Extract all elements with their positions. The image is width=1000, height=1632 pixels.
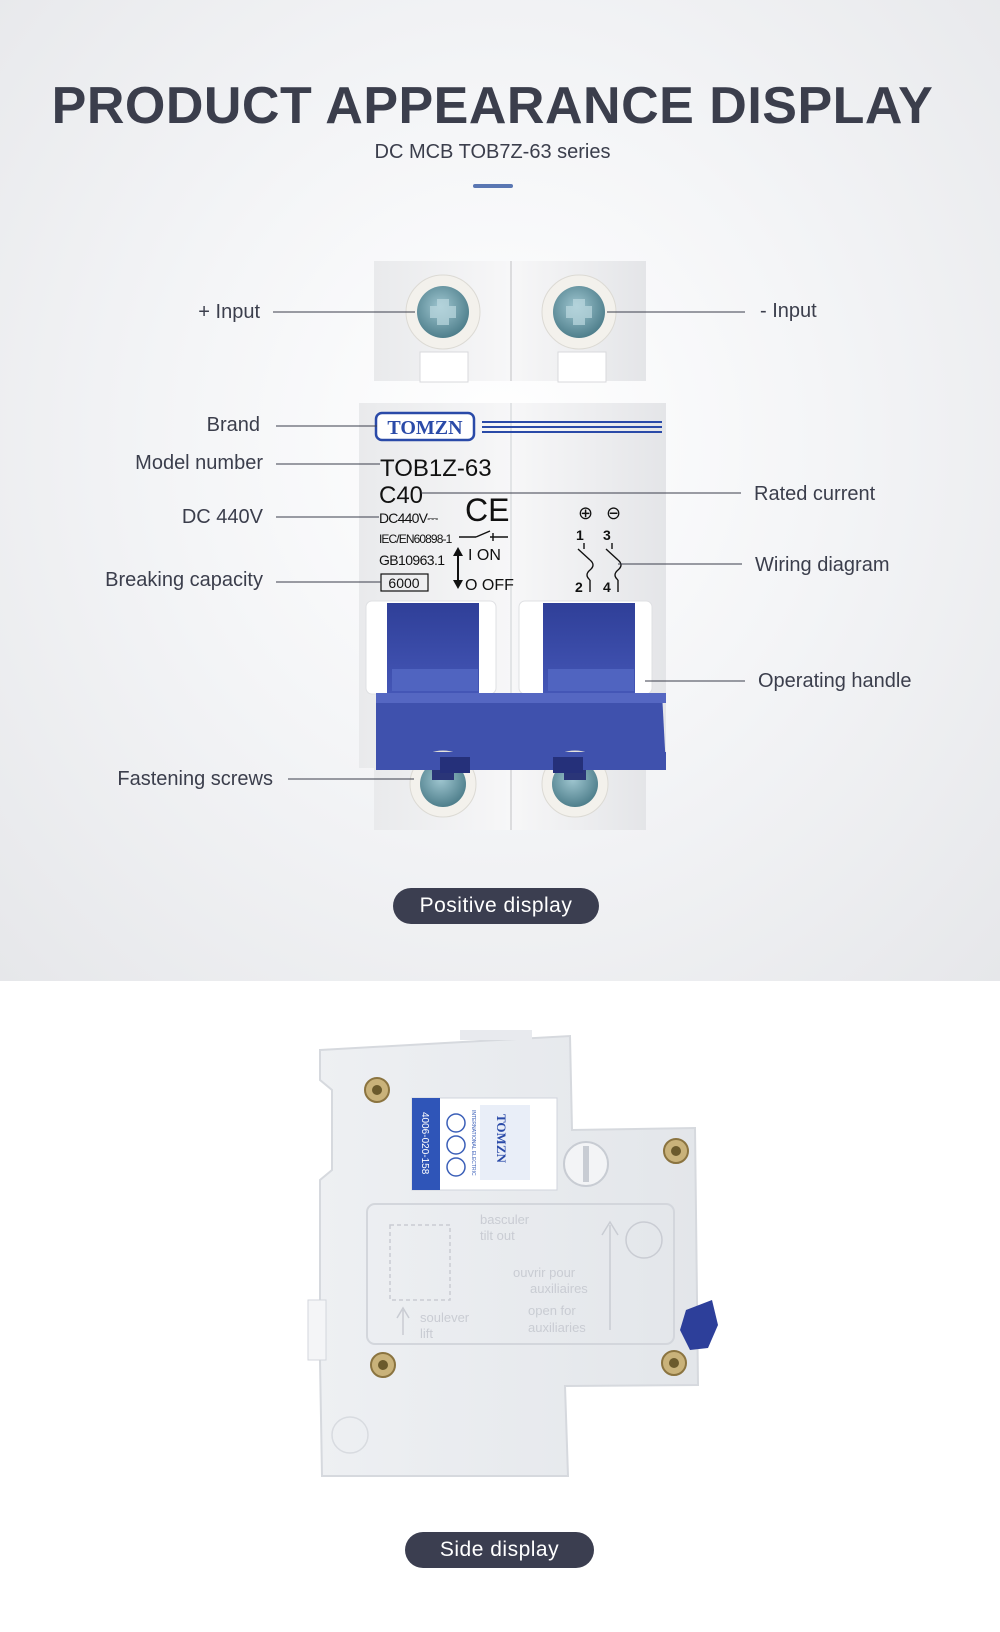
callout-fastening-screws: Fastening screws (117, 768, 273, 790)
embossed-open-for: open for (528, 1303, 576, 1318)
callout-brand: Brand (206, 414, 260, 436)
callout-breaking-capacity: Breaking capacity (105, 569, 263, 591)
callout-rated-current: Rated current (754, 483, 876, 505)
side-display-caption: Side display (405, 1532, 594, 1568)
sticker-phone: 4006-020-158 (419, 1112, 430, 1175)
terminal-4-label: 4 (603, 579, 611, 595)
negative-pole-symbol: ⊖ (606, 503, 622, 523)
terminal-1-label: 1 (576, 527, 584, 543)
latch-icon (564, 1142, 608, 1186)
sticker-company: INTERNATIONAL ELECTRIC (470, 1110, 476, 1176)
page-title: PRODUCT APPEARANCE DISPLAY (51, 77, 934, 135)
embossed-basculer: basculer (480, 1212, 530, 1227)
embossed-tilt-out: tilt out (480, 1228, 515, 1243)
positive-pole-symbol: ⊕ (578, 503, 594, 523)
product-sticker (412, 1098, 557, 1190)
standard-2-text: GB10963.1 (379, 552, 445, 568)
embossed-auxiliaries: auxiliaries (528, 1320, 586, 1335)
callout-plus-input: + Input (198, 301, 260, 323)
rated-current-text: C40 (379, 482, 424, 509)
positive-display-caption: Positive display (393, 888, 599, 924)
callout-wiring-diagram: Wiring diagram (755, 554, 890, 576)
standard-1-text: IEC/EN60898-1 (379, 532, 452, 546)
sticker-brand: TOMZN (494, 1114, 509, 1163)
model-number-text: TOB1Z-63 (380, 455, 492, 482)
page-subtitle: DC MCB TOB7Z-63 series (374, 141, 611, 163)
embossed-lift: lift (420, 1326, 433, 1341)
off-label: O OFF (465, 577, 514, 594)
terminal-2-label: 2 (575, 579, 583, 595)
callout-operating-handle: Operating handle (758, 670, 912, 692)
ce-mark: CE (465, 492, 510, 528)
breaking-capacity-value: 6000 (388, 575, 420, 591)
callout-model-number: Model number (135, 452, 263, 474)
callout-dc-voltage: DC 440V (181, 506, 263, 528)
callout-minus-input: - Input (760, 300, 817, 322)
on-label: I ON (468, 547, 501, 564)
breaker-side-photo (300, 1030, 750, 1490)
brand-logo-text: TOMZN (387, 417, 463, 439)
embossed-auxiliaires: auxiliaires (530, 1281, 588, 1296)
embossed-ouvrir-pour: ouvrir pour (513, 1265, 576, 1280)
plus-input-screw-icon (406, 275, 480, 349)
handle-bar-lower-edge (376, 752, 666, 770)
terminal-3-label: 3 (603, 527, 611, 543)
minus-input-screw-icon (542, 275, 616, 349)
embossed-soulever: soulever (420, 1310, 470, 1325)
dc-voltage-text: DC440V⎓ (379, 510, 438, 526)
